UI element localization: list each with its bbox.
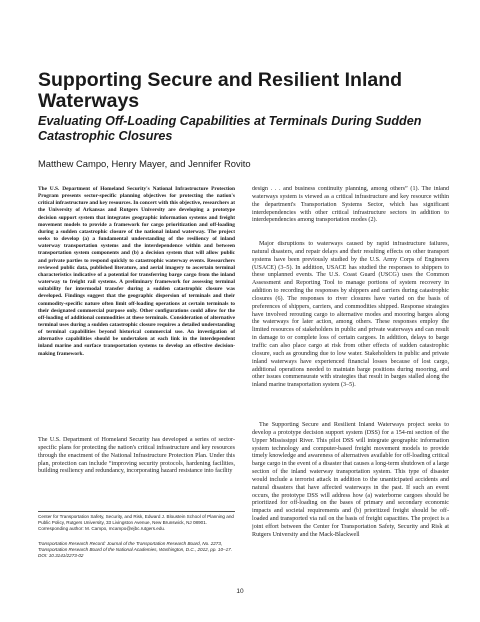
intro-paragraph-left	[38, 437, 235, 507]
abstract: The U.S. Department of Homeland Security's National Infrastructure Protection Program presents sector-specific planning objectives for protecting the nation's critical infrastructure and key resources. In concert with this objective, researchers at the University of Arkansas and Rutgers University are developing a prototype decision support system that integrates geographic information systems and freight movement models to provide a framework for cargo prioritization and off-loading during a sudden catastrophic closure of the national inland waterway. The project seeks to develop (a) a fundamental understanding of the resiliency of inland waterway transportation systems and the interdependence within and between transportation system components and (b) a decision system that will allow public and private parties to respond quickly to catastrophic waterway events. Researchers reviewed public data, published literature, and aerial imagery to ascertain terminal characteristics indicative of a potential for transferring barge cargo from the inland waterway to freight rail systems. A preliminary framework for assessing terminal suitability for intermodal transfer during a sudden catastrophic closure was developed. Findings suggest that the geographic dispersion of terminals and their commodity-specific nature often limit off-loading operations at certain terminals to their designated commercial purpose only. Other configurations could allow for the off-loading of additional commodities at these terminals. Consideration of alternative terminal uses during a sudden catastrophic closure requires a detailed understanding of terminal capabilities beyond historical commercial use. An investigation of alternative capabilities should be undertaken at each link in the interdependent inland marine and surface transportation systems to develop an effective decision-making framework.	[38, 186, 235, 357]
body-paragraph-1: design . . . and business continuity planning, among others” (1). The inland waterways system is viewed as a critical infrastructure and key resource within the department's Transportation Systems Sector, which has significant interdependencies with other critical infrastructure sectors in addition to interdependencies among transportation modes (2).	[252, 186, 449, 224]
body-paragraph-2: Major disruptions to waterways caused by rapid infrastructure failures, natural disasters, and repair delays and their resulting effects on other transport systems have been previously studied by the U.S. Army Corps of Engineers (USACE) (3–5). In addition, USACE has studied the responses to shippers to these unplanned events. The U.S. Coast Guard (USCG) uses the Common Assessment and Reporting Tool to manage portions of system recovery in addition to recording the responses by shippers and carriers during catastrophic closures (6). The responses to river closures have varied on the basis of preferences of shippers, carriers, and commodities shipped. Response strategies have involved rerouting cargo to alternative modes and mooring barges along the waterways for later action, among others. These responses employ the limited resources of stakeholders in public and private waterways and can result in damage to or complete loss of certain cargoes. In addition, delays to barge traffic can also place cargo at risk from other effects of sudden catastrophic closure, such as grounding due to low water. Stakeholders in public and private inland waterways have experienced financial losses because of lost cargo, additional operations needed to maintain barge positions during mooring, and other issues commensurate with strategies that result in barges stalled along the inland marine transportation system (3–5).	[252, 241, 449, 389]
right-column	[252, 186, 449, 572]
article-title: Supporting Secure and Resilient Inland Waterways	[38, 69, 403, 112]
publication-note: Transportation Research Record: Journal of the Transportation Research Board, No. 2273, Transportation Research Board of the National Academies, Washington, D.C., 2012, pp. 10–17. DOI: 10.3141/2273-02	[38, 541, 232, 559]
author-list: Matthew Campo, Henry Mayer, and Jennifer Rovito	[38, 158, 251, 169]
intro-text: The U.S. Department of Homeland Security has developed a series of sector-specific plans for protecting the nation's critical infrastructure and key resources through the enactment of the National Infrastructure Protection Plan. Under this plan, protection can include “improving security protocols, hardening facilities, building resiliency and redundancy, incorporating hazard resistance into facility	[38, 437, 235, 475]
page-number: 10	[236, 588, 244, 595]
article-subtitle: Evaluating Off-Loading Capabilities at Terminals During Sudden Catastrophic Closures	[38, 114, 422, 143]
footnote-divider	[38, 511, 235, 512]
body-paragraph-3: The Supporting Secure and Resilient Inland Waterways project seeks to develop a prototype decision support system (DSS) for a 154-mi section of the Upper Mississippi River. This pilot DSS will integrate geographic information system technology and computer-based freight movement models to provide timely knowledge and awareness of alternatives available for off-loading critical barge cargo in the event of a disaster that causes a long-term shutdown of a large section of the inland waterway transportation system. This type of disaster would include a terrorist attack in addition to the unanticipated accidents and natural disasters that have affected waterways in the past. If such an event occurs, the prototype DSS will address how (a) waterborne cargoes should be prioritized for off-loading on the bases of primary and secondary economic impacts and societal requirements and (b) prioritized freight should be off-loaded and transported via rail on the basis of freight capacities. The project is a joint effort between the Center for Transportation Safety, Security and Risk at Rutgers University and the Mack-Blackwell	[252, 422, 449, 538]
affiliation-footnote: Center for Transportation Safety, Security, and Risk, Edward J. Bloustein School of Planning and Public Policy, Rutgers University, 33 Livingston Avenue, New Brunswick, NJ 08901. Corresponding author: M. Campo, mcampo@ejbc.rutgers.edu.	[38, 514, 234, 532]
